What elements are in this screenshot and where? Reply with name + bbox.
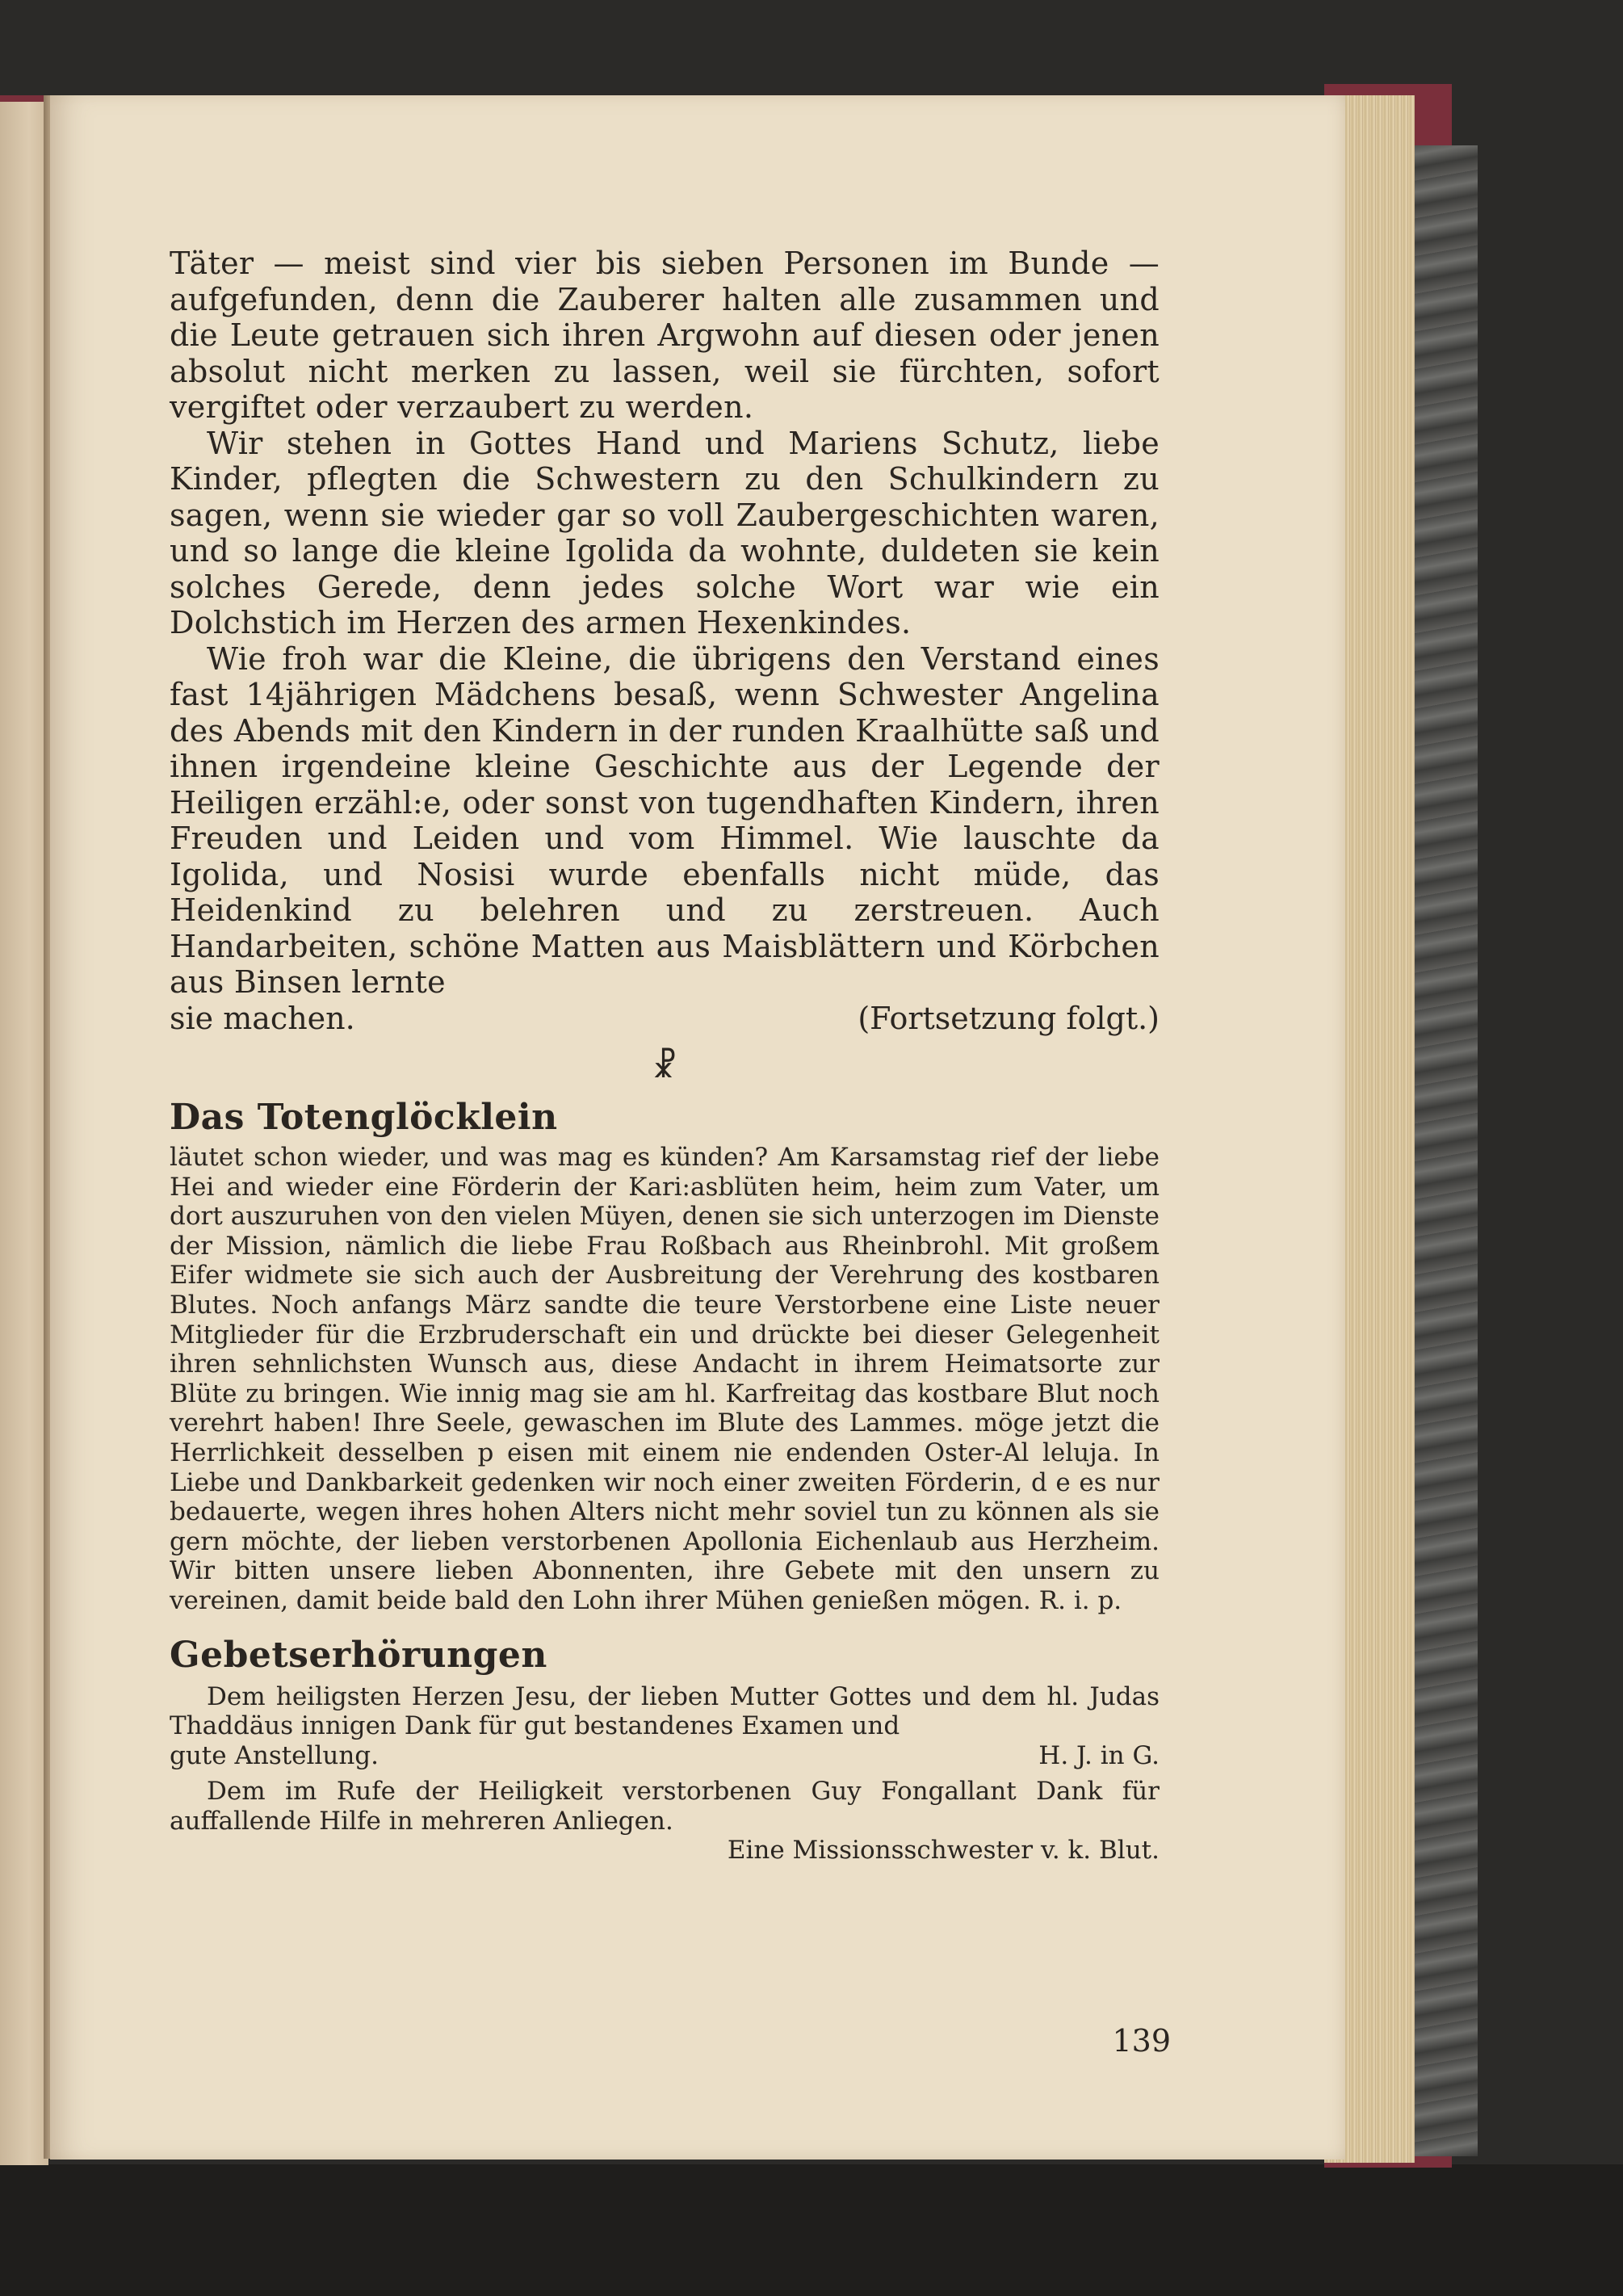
heading-gebetserhoerungen: Gebetserhörungen — [170, 1634, 547, 1676]
story-paragraph: Wir stehen in Gottes Hand und Mariens Schutz, liebe Kinder, pflegten die Schwestern zu den Schulkindern zu sagen, wenn sie wieder gar so voll Zaubergeschichten waren, und so lange die kleine Igolida da wohnte, duldeten sie kein solches Gerede, denn jedes solche Wort war wie ein Dolchstich im Herzen des armen Hexenkindes. — [170, 425, 1160, 640]
continuation-note: (Fortsetzung folgt.) — [858, 1000, 1160, 1036]
thanks-entry-1-end: gute Anstellung. — [170, 1740, 379, 1770]
obituary-text — [170, 1143, 1160, 1616]
thanks-entry-2-signature: Eine Missionsschwester v. k. Blut. — [727, 1836, 1160, 1866]
chi-rho-ornament: ☧ — [652, 1048, 677, 1085]
backdrop — [0, 2164, 1623, 2296]
heading-totengloecklein: Das Totenglöcklein — [170, 1097, 558, 1138]
thanks-entry-1-last-line — [170, 1741, 1160, 1771]
book-page — [50, 95, 1345, 2160]
page-number: 139 — [1112, 2023, 1171, 2059]
story-paragraph: Täter — meist sind vier bis sieben Personen im Bunde — aufgefunden, denn die Zauberer halten alle zusammen und die Leute getrauen sich ihren Argwohn auf diesen oder jenen absolut nicht merken zu lassen, weil sie fürchten, sofort vergiftet oder verzaubert zu werden. — [170, 246, 1160, 425]
thanks-entry-1-signature: H. J. in G. — [1038, 1740, 1160, 1770]
obituary-signoff: R. i. p. — [1038, 1585, 1122, 1615]
thanks-entry-1: Dem heiligsten Herzen Jesu, der lieben Mutter Gottes und dem hl. Judas Thaddäus innigen Dank für gut bestandenes Examen und — [170, 1681, 1160, 1741]
thanks-entry-2: Dem im Rufe der Heiligkeit verstorbenen Guy Fongallant Dank für auffallende Hilfe in mehreren Anliegen. — [170, 1777, 1160, 1836]
page-text — [170, 246, 1160, 1866]
story-paragraph: Wie froh war die Kleine, die übrigens den Verstand eines fast 14jährigen Mädchens besaß, wenn Schwester Angelina des Abends mit den Kindern in der runden Kraalhütte saß und ihnen irgendeine kleine Geschichte aus der Legende der Heiligen erzähl:e, oder sonst von tugendhaften Kindern, ihren Freuden und Leiden und vom Himmel. Wie lauschte da Igolida, und Nosisi wurde ebenfalls nicht müde, das Heidenkind zu belehren und zu zerstreuen. Auch Handarbeiten, schöne Matten aus Maisblättern und Körbchen aus Binsen lernte — [170, 640, 1160, 1000]
obituary-body: läutet schon wieder, und was mag es künden? Am Karsamstag rief der liebe Hei and wieder eine Förderin der Kari:asblüten heim, heim zum Vater, um dort auszuruhen von den vielen Müyen, denen sie sich unterzogen im Dienste der Mission, nämlich die liebe Frau Roßbach aus Rheinbrohl. Mit großem Eifer widmete sie sich auch der Ausbreitung der Verehrung des kostbaren Blutes. Noch anfangs März sandte die teure Verstorbene eine Liste neuer Mitglieder für die Erzbruderschaft ein und drückte bei dieser Gelegenheit ihren sehnlichsten Wunsch aus, diese Andacht in ihrem Heimatsorte zur Blüte zu bringen. Wie innig mag sie am hl. Karfreitag das kostbare Blut noch verehrt haben! Ihre Seele, gewaschen im Blute des Lammes. möge jetzt die Herrlichkeit desselben p eisen mit einem nie endenden Oster-Al leluja. In Liebe und Dankbarkeit gedenken wir noch einer zweiten Förderin, d e es nur bedauerte, wegen ihres hohen Alters nicht mehr soviel tun zu können als sie gern möchte, der lieben verstorbenen Apollonia Eichenlaub aus Herzheim. Wir bitten unsere lieben Abonnenten, ihre Gebete mit den unsern zu vereinen, damit beide bald den Lohn ihrer Mühen genießen mögen. — [170, 1143, 1160, 1615]
left-page-edge — [0, 95, 48, 2165]
story-paragraph-end: sie machen. — [170, 1000, 355, 1036]
story-last-line — [170, 1001, 1160, 1037]
